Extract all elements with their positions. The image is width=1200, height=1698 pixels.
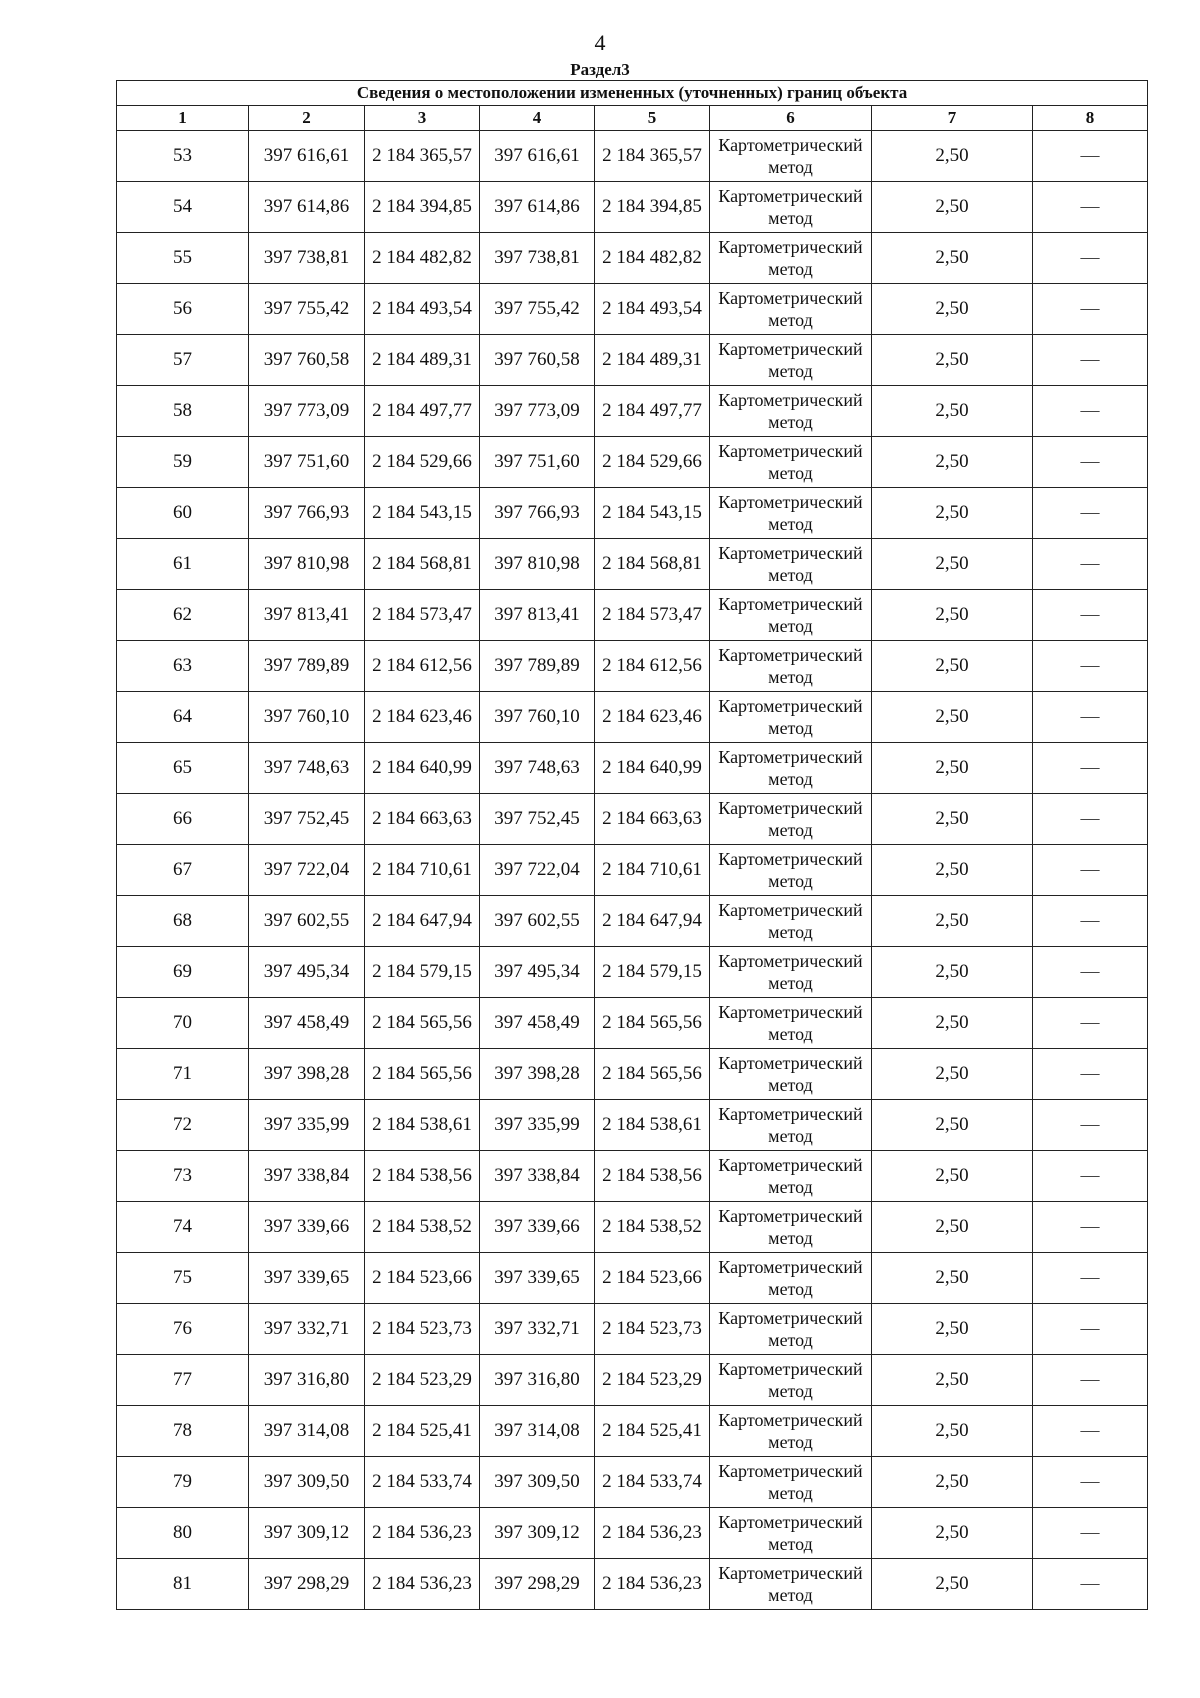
point-number-cell: 73 — [117, 1151, 249, 1202]
point-description-cell: — — [1033, 845, 1148, 896]
y-coordinate-existing-cell: 2 184 543,15 — [365, 488, 480, 539]
point-description-cell: — — [1033, 590, 1148, 641]
x-coordinate-existing-cell: 397 810,98 — [249, 539, 365, 590]
x-coordinate-refined-cell: 397 748,63 — [480, 743, 595, 794]
x-coordinate-existing-cell: 397 495,34 — [249, 947, 365, 998]
x-coordinate-existing-cell: 397 755,42 — [249, 284, 365, 335]
table-row — [117, 1559, 1148, 1610]
y-coordinate-existing-cell: 2 184 525,41 — [365, 1406, 480, 1457]
point-number-cell: 55 — [117, 233, 249, 284]
determination-method-cell: Картометрический метод — [710, 233, 872, 284]
accuracy-value-cell: 2,50 — [872, 947, 1033, 998]
column-header: 3 — [365, 106, 480, 131]
section-title: Раздел3 — [570, 60, 630, 79]
determination-method-cell: Картометрический метод — [710, 488, 872, 539]
x-coordinate-refined-cell: 397 760,10 — [480, 692, 595, 743]
point-number-cell: 81 — [117, 1559, 249, 1610]
determination-method-cell: Картометрический метод — [710, 335, 872, 386]
point-description-cell: — — [1033, 1100, 1148, 1151]
y-coordinate-existing-cell: 2 184 536,23 — [365, 1559, 480, 1610]
y-coordinate-existing-cell: 2 184 710,61 — [365, 845, 480, 896]
point-description-cell: — — [1033, 998, 1148, 1049]
determination-method-cell: Картометрический метод — [710, 1508, 872, 1559]
table-row — [117, 794, 1148, 845]
accuracy-value-cell: 2,50 — [872, 539, 1033, 590]
x-coordinate-refined-cell: 397 738,81 — [480, 233, 595, 284]
y-coordinate-existing-cell: 2 184 523,73 — [365, 1304, 480, 1355]
y-coordinate-refined-cell: 2 184 529,66 — [595, 437, 710, 488]
accuracy-value-cell: 2,50 — [872, 1049, 1033, 1100]
table-body — [117, 131, 1148, 1610]
table-row — [117, 1304, 1148, 1355]
accuracy-value-cell: 2,50 — [872, 590, 1033, 641]
point-description-cell: — — [1033, 1202, 1148, 1253]
accuracy-value-cell: 2,50 — [872, 1406, 1033, 1457]
y-coordinate-refined-cell: 2 184 623,46 — [595, 692, 710, 743]
x-coordinate-refined-cell: 397 755,42 — [480, 284, 595, 335]
accuracy-value-cell: 2,50 — [872, 1457, 1033, 1508]
table-row — [117, 182, 1148, 233]
accuracy-value-cell: 2,50 — [872, 845, 1033, 896]
column-header: 8 — [1033, 106, 1148, 131]
point-description-cell: — — [1033, 1151, 1148, 1202]
accuracy-value-cell: 2,50 — [872, 641, 1033, 692]
point-number-cell: 71 — [117, 1049, 249, 1100]
x-coordinate-refined-cell: 397 398,28 — [480, 1049, 595, 1100]
y-coordinate-refined-cell: 2 184 497,77 — [595, 386, 710, 437]
table-row — [117, 1406, 1148, 1457]
x-coordinate-existing-cell: 397 614,86 — [249, 182, 365, 233]
point-description-cell: — — [1033, 1559, 1148, 1610]
x-coordinate-existing-cell: 397 813,41 — [249, 590, 365, 641]
y-coordinate-existing-cell: 2 184 536,23 — [365, 1508, 480, 1559]
point-description-cell: — — [1033, 233, 1148, 284]
table-row — [117, 488, 1148, 539]
point-number-cell: 75 — [117, 1253, 249, 1304]
y-coordinate-refined-cell: 2 184 533,74 — [595, 1457, 710, 1508]
point-number-cell: 56 — [117, 284, 249, 335]
x-coordinate-refined-cell: 397 766,93 — [480, 488, 595, 539]
x-coordinate-refined-cell: 397 810,98 — [480, 539, 595, 590]
point-description-cell: — — [1033, 284, 1148, 335]
y-coordinate-refined-cell: 2 184 489,31 — [595, 335, 710, 386]
y-coordinate-refined-cell: 2 184 612,56 — [595, 641, 710, 692]
accuracy-value-cell: 2,50 — [872, 335, 1033, 386]
point-number-cell: 70 — [117, 998, 249, 1049]
point-number-cell: 80 — [117, 1508, 249, 1559]
table-row — [117, 896, 1148, 947]
point-number-cell: 77 — [117, 1355, 249, 1406]
x-coordinate-existing-cell: 397 314,08 — [249, 1406, 365, 1457]
column-header: 7 — [872, 106, 1033, 131]
y-coordinate-existing-cell: 2 184 533,74 — [365, 1457, 480, 1508]
point-number-cell: 60 — [117, 488, 249, 539]
point-number-cell: 54 — [117, 182, 249, 233]
table-row — [117, 692, 1148, 743]
y-coordinate-refined-cell: 2 184 394,85 — [595, 182, 710, 233]
determination-method-cell: Картометрический метод — [710, 1151, 872, 1202]
determination-method-cell: Картометрический метод — [710, 386, 872, 437]
x-coordinate-existing-cell: 397 338,84 — [249, 1151, 365, 1202]
x-coordinate-existing-cell: 397 722,04 — [249, 845, 365, 896]
point-description-cell: — — [1033, 1049, 1148, 1100]
column-header-row — [117, 106, 1148, 131]
x-coordinate-existing-cell: 397 309,50 — [249, 1457, 365, 1508]
accuracy-value-cell: 2,50 — [872, 233, 1033, 284]
x-coordinate-existing-cell: 397 332,71 — [249, 1304, 365, 1355]
point-number-cell: 66 — [117, 794, 249, 845]
point-number-cell: 61 — [117, 539, 249, 590]
x-coordinate-refined-cell: 397 722,04 — [480, 845, 595, 896]
point-description-cell: — — [1033, 896, 1148, 947]
x-coordinate-existing-cell: 397 752,45 — [249, 794, 365, 845]
x-coordinate-refined-cell: 397 316,80 — [480, 1355, 595, 1406]
accuracy-value-cell: 2,50 — [872, 131, 1033, 182]
accuracy-value-cell: 2,50 — [872, 998, 1033, 1049]
y-coordinate-refined-cell: 2 184 640,99 — [595, 743, 710, 794]
determination-method-cell: Картометрический метод — [710, 1457, 872, 1508]
point-description-cell: — — [1033, 1457, 1148, 1508]
point-description-cell: — — [1033, 794, 1148, 845]
x-coordinate-refined-cell: 397 602,55 — [480, 896, 595, 947]
y-coordinate-refined-cell: 2 184 482,82 — [595, 233, 710, 284]
determination-method-cell: Картометрический метод — [710, 743, 872, 794]
determination-method-cell: Картометрический метод — [710, 845, 872, 896]
determination-method-cell: Картометрический метод — [710, 1100, 872, 1151]
point-number-cell: 69 — [117, 947, 249, 998]
y-coordinate-existing-cell: 2 184 579,15 — [365, 947, 480, 998]
point-description-cell: — — [1033, 1355, 1148, 1406]
point-description-cell: — — [1033, 437, 1148, 488]
point-description-cell: — — [1033, 539, 1148, 590]
point-description-cell: — — [1033, 1304, 1148, 1355]
y-coordinate-existing-cell: 2 184 523,66 — [365, 1253, 480, 1304]
point-number-cell: 79 — [117, 1457, 249, 1508]
y-coordinate-refined-cell: 2 184 568,81 — [595, 539, 710, 590]
x-coordinate-existing-cell: 397 748,63 — [249, 743, 365, 794]
y-coordinate-existing-cell: 2 184 394,85 — [365, 182, 480, 233]
accuracy-value-cell: 2,50 — [872, 1508, 1033, 1559]
determination-method-cell: Картометрический метод — [710, 437, 872, 488]
accuracy-value-cell: 2,50 — [872, 1202, 1033, 1253]
x-coordinate-existing-cell: 397 760,10 — [249, 692, 365, 743]
x-coordinate-refined-cell: 397 760,58 — [480, 335, 595, 386]
column-header: 5 — [595, 106, 710, 131]
x-coordinate-refined-cell: 397 298,29 — [480, 1559, 595, 1610]
y-coordinate-refined-cell: 2 184 565,56 — [595, 1049, 710, 1100]
x-coordinate-refined-cell: 397 773,09 — [480, 386, 595, 437]
y-coordinate-refined-cell: 2 184 523,73 — [595, 1304, 710, 1355]
y-coordinate-refined-cell: 2 184 538,52 — [595, 1202, 710, 1253]
x-coordinate-refined-cell: 397 752,45 — [480, 794, 595, 845]
x-coordinate-existing-cell: 397 602,55 — [249, 896, 365, 947]
determination-method-cell: Картометрический метод — [710, 1253, 872, 1304]
point-description-cell: — — [1033, 947, 1148, 998]
accuracy-value-cell: 2,50 — [872, 1304, 1033, 1355]
x-coordinate-refined-cell: 397 309,12 — [480, 1508, 595, 1559]
table-row — [117, 284, 1148, 335]
x-coordinate-existing-cell: 397 309,12 — [249, 1508, 365, 1559]
table-caption: Сведения о местоположении измененных (уточненных) границ объекта — [117, 81, 1148, 106]
x-coordinate-existing-cell: 397 339,65 — [249, 1253, 365, 1304]
determination-method-cell: Картометрический метод — [710, 1202, 872, 1253]
x-coordinate-refined-cell: 397 338,84 — [480, 1151, 595, 1202]
y-coordinate-existing-cell: 2 184 538,52 — [365, 1202, 480, 1253]
x-coordinate-refined-cell: 397 309,50 — [480, 1457, 595, 1508]
determination-method-cell: Картометрический метод — [710, 1304, 872, 1355]
accuracy-value-cell: 2,50 — [872, 284, 1033, 335]
y-coordinate-existing-cell: 2 184 482,82 — [365, 233, 480, 284]
point-description-cell: — — [1033, 1253, 1148, 1304]
table-row — [117, 1202, 1148, 1253]
point-number-cell: 74 — [117, 1202, 249, 1253]
x-coordinate-refined-cell: 397 314,08 — [480, 1406, 595, 1457]
y-coordinate-existing-cell: 2 184 565,56 — [365, 998, 480, 1049]
point-number-cell: 68 — [117, 896, 249, 947]
accuracy-value-cell: 2,50 — [872, 896, 1033, 947]
y-coordinate-refined-cell: 2 184 663,63 — [595, 794, 710, 845]
y-coordinate-existing-cell: 2 184 663,63 — [365, 794, 480, 845]
page-number: 4 — [594, 30, 606, 55]
x-coordinate-existing-cell: 397 751,60 — [249, 437, 365, 488]
y-coordinate-refined-cell: 2 184 536,23 — [595, 1559, 710, 1610]
determination-method-cell: Картометрический метод — [710, 947, 872, 998]
y-coordinate-existing-cell: 2 184 365,57 — [365, 131, 480, 182]
point-number-cell: 78 — [117, 1406, 249, 1457]
determination-method-cell: Картометрический метод — [710, 539, 872, 590]
column-header: 1 — [117, 106, 249, 131]
x-coordinate-refined-cell: 397 332,71 — [480, 1304, 595, 1355]
determination-method-cell: Картометрический метод — [710, 1559, 872, 1610]
point-description-cell: — — [1033, 1508, 1148, 1559]
x-coordinate-refined-cell: 397 339,66 — [480, 1202, 595, 1253]
x-coordinate-existing-cell: 397 738,81 — [249, 233, 365, 284]
y-coordinate-existing-cell: 2 184 523,29 — [365, 1355, 480, 1406]
table-row — [117, 233, 1148, 284]
accuracy-value-cell: 2,50 — [872, 1355, 1033, 1406]
point-description-cell: — — [1033, 641, 1148, 692]
y-coordinate-refined-cell: 2 184 647,94 — [595, 896, 710, 947]
y-coordinate-refined-cell: 2 184 710,61 — [595, 845, 710, 896]
determination-method-cell: Картометрический метод — [710, 1049, 872, 1100]
determination-method-cell: Картометрический метод — [710, 590, 872, 641]
y-coordinate-refined-cell: 2 184 523,29 — [595, 1355, 710, 1406]
table-row — [117, 437, 1148, 488]
determination-method-cell: Картометрический метод — [710, 692, 872, 743]
x-coordinate-existing-cell: 397 766,93 — [249, 488, 365, 539]
table-row — [117, 539, 1148, 590]
determination-method-cell: Картометрический метод — [710, 1355, 872, 1406]
point-number-cell: 58 — [117, 386, 249, 437]
table-row — [117, 131, 1148, 182]
determination-method-cell: Картометрический метод — [710, 1406, 872, 1457]
x-coordinate-existing-cell: 397 335,99 — [249, 1100, 365, 1151]
y-coordinate-refined-cell: 2 184 536,23 — [595, 1508, 710, 1559]
y-coordinate-refined-cell: 2 184 543,15 — [595, 488, 710, 539]
y-coordinate-existing-cell: 2 184 538,56 — [365, 1151, 480, 1202]
table-row — [117, 743, 1148, 794]
table-row — [117, 1508, 1148, 1559]
table-row — [117, 998, 1148, 1049]
x-coordinate-existing-cell: 397 458,49 — [249, 998, 365, 1049]
y-coordinate-refined-cell: 2 184 523,66 — [595, 1253, 710, 1304]
point-description-cell: — — [1033, 1406, 1148, 1457]
y-coordinate-existing-cell: 2 184 538,61 — [365, 1100, 480, 1151]
table-row — [117, 1151, 1148, 1202]
table-row — [117, 845, 1148, 896]
x-coordinate-existing-cell: 397 316,80 — [249, 1355, 365, 1406]
x-coordinate-existing-cell: 397 789,89 — [249, 641, 365, 692]
y-coordinate-existing-cell: 2 184 489,31 — [365, 335, 480, 386]
accuracy-value-cell: 2,50 — [872, 437, 1033, 488]
table-row — [117, 590, 1148, 641]
table-row — [117, 947, 1148, 998]
determination-method-cell: Картометрический метод — [710, 131, 872, 182]
boundary-coordinates-table — [116, 80, 1148, 1610]
y-coordinate-existing-cell: 2 184 568,81 — [365, 539, 480, 590]
table-caption-row — [117, 81, 1148, 106]
x-coordinate-refined-cell: 397 339,65 — [480, 1253, 595, 1304]
point-number-cell: 64 — [117, 692, 249, 743]
determination-method-cell: Картометрический метод — [710, 794, 872, 845]
x-coordinate-existing-cell: 397 339,66 — [249, 1202, 365, 1253]
x-coordinate-refined-cell: 397 616,61 — [480, 131, 595, 182]
point-description-cell: — — [1033, 335, 1148, 386]
y-coordinate-refined-cell: 2 184 525,41 — [595, 1406, 710, 1457]
x-coordinate-existing-cell: 397 398,28 — [249, 1049, 365, 1100]
x-coordinate-refined-cell: 397 789,89 — [480, 641, 595, 692]
accuracy-value-cell: 2,50 — [872, 743, 1033, 794]
y-coordinate-refined-cell: 2 184 573,47 — [595, 590, 710, 641]
y-coordinate-existing-cell: 2 184 565,56 — [365, 1049, 480, 1100]
y-coordinate-existing-cell: 2 184 647,94 — [365, 896, 480, 947]
point-number-cell: 65 — [117, 743, 249, 794]
y-coordinate-existing-cell: 2 184 623,46 — [365, 692, 480, 743]
y-coordinate-refined-cell: 2 184 565,56 — [595, 998, 710, 1049]
accuracy-value-cell: 2,50 — [872, 182, 1033, 233]
accuracy-value-cell: 2,50 — [872, 1253, 1033, 1304]
point-number-cell: 59 — [117, 437, 249, 488]
x-coordinate-refined-cell: 397 813,41 — [480, 590, 595, 641]
point-description-cell: — — [1033, 743, 1148, 794]
table-row — [117, 1457, 1148, 1508]
point-description-cell: — — [1033, 182, 1148, 233]
x-coordinate-refined-cell: 397 495,34 — [480, 947, 595, 998]
point-number-cell: 67 — [117, 845, 249, 896]
point-number-cell: 72 — [117, 1100, 249, 1151]
x-coordinate-refined-cell: 397 751,60 — [480, 437, 595, 488]
y-coordinate-existing-cell: 2 184 612,56 — [365, 641, 480, 692]
accuracy-value-cell: 2,50 — [872, 386, 1033, 437]
y-coordinate-refined-cell: 2 184 538,56 — [595, 1151, 710, 1202]
determination-method-cell: Картометрический метод — [710, 998, 872, 1049]
point-description-cell: — — [1033, 488, 1148, 539]
y-coordinate-existing-cell: 2 184 493,54 — [365, 284, 480, 335]
point-number-cell: 53 — [117, 131, 249, 182]
accuracy-value-cell: 2,50 — [872, 1100, 1033, 1151]
point-number-cell: 63 — [117, 641, 249, 692]
column-header: 6 — [710, 106, 872, 131]
x-coordinate-refined-cell: 397 458,49 — [480, 998, 595, 1049]
x-coordinate-refined-cell: 397 335,99 — [480, 1100, 595, 1151]
point-number-cell: 62 — [117, 590, 249, 641]
x-coordinate-existing-cell: 397 773,09 — [249, 386, 365, 437]
table-row — [117, 1253, 1148, 1304]
x-coordinate-existing-cell: 397 760,58 — [249, 335, 365, 386]
y-coordinate-refined-cell: 2 184 365,57 — [595, 131, 710, 182]
table-row — [117, 1100, 1148, 1151]
point-number-cell: 57 — [117, 335, 249, 386]
x-coordinate-existing-cell: 397 616,61 — [249, 131, 365, 182]
y-coordinate-existing-cell: 2 184 529,66 — [365, 437, 480, 488]
accuracy-value-cell: 2,50 — [872, 692, 1033, 743]
point-description-cell: — — [1033, 131, 1148, 182]
point-description-cell: — — [1033, 692, 1148, 743]
accuracy-value-cell: 2,50 — [872, 794, 1033, 845]
determination-method-cell: Картометрический метод — [710, 641, 872, 692]
column-header: 2 — [249, 106, 365, 131]
determination-method-cell: Картометрический метод — [710, 284, 872, 335]
table-row — [117, 641, 1148, 692]
y-coordinate-existing-cell: 2 184 640,99 — [365, 743, 480, 794]
column-header: 4 — [480, 106, 595, 131]
accuracy-value-cell: 2,50 — [872, 488, 1033, 539]
determination-method-cell: Картометрический метод — [710, 896, 872, 947]
y-coordinate-existing-cell: 2 184 573,47 — [365, 590, 480, 641]
accuracy-value-cell: 2,50 — [872, 1151, 1033, 1202]
y-coordinate-refined-cell: 2 184 579,15 — [595, 947, 710, 998]
point-description-cell: — — [1033, 386, 1148, 437]
x-coordinate-existing-cell: 397 298,29 — [249, 1559, 365, 1610]
table-row — [117, 335, 1148, 386]
point-number-cell: 76 — [117, 1304, 249, 1355]
determination-method-cell: Картометрический метод — [710, 182, 872, 233]
table-row — [117, 1355, 1148, 1406]
accuracy-value-cell: 2,50 — [872, 1559, 1033, 1610]
y-coordinate-refined-cell: 2 184 538,61 — [595, 1100, 710, 1151]
y-coordinate-existing-cell: 2 184 497,77 — [365, 386, 480, 437]
y-coordinate-refined-cell: 2 184 493,54 — [595, 284, 710, 335]
table-row — [117, 1049, 1148, 1100]
x-coordinate-refined-cell: 397 614,86 — [480, 182, 595, 233]
table-row — [117, 386, 1148, 437]
